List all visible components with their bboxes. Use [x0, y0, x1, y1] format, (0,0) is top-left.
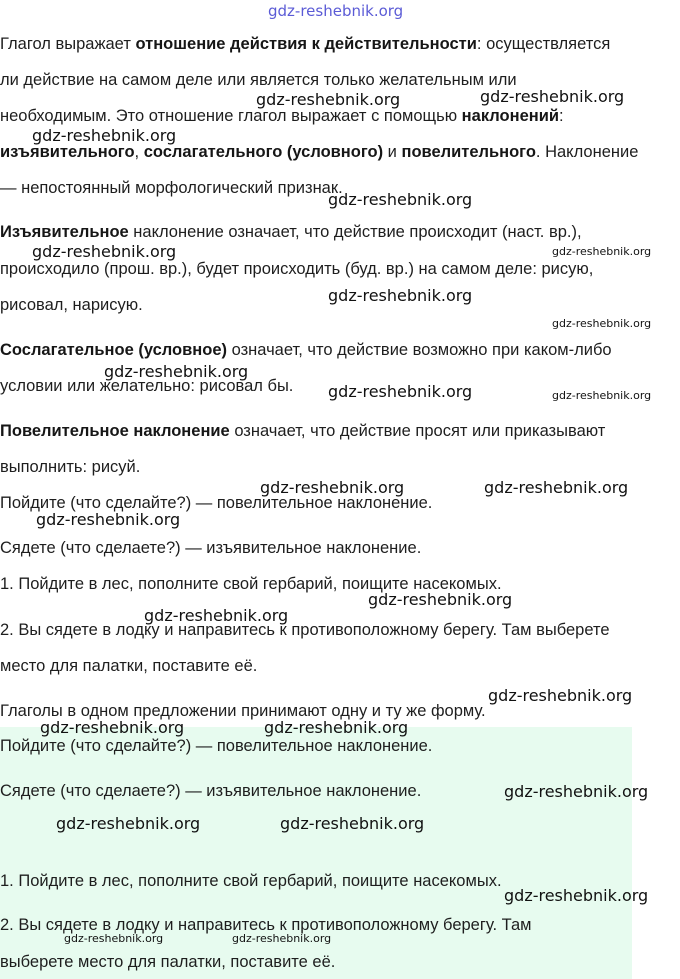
- text-line: — непостоянный морфологический признак.: [0, 179, 343, 197]
- text-line: Глагол выражает отношение действия к действительности: осуществляется: [0, 35, 611, 53]
- text-line: Сядете (что сделаете?) — изъявительное наклонение.: [0, 539, 422, 557]
- watermark: gdz-reshebnik.org: [504, 886, 649, 905]
- text-line: место для палатки, поставите её.: [0, 657, 258, 675]
- answer-line: выберете место для палатки, поставите её.: [0, 953, 336, 971]
- text-line: необходимым. Это отношение глагол выражает с помощью наклонений:: [0, 107, 564, 125]
- watermark: gdz-reshebnik.org: [232, 932, 332, 945]
- watermark: gdz-reshebnik.org: [552, 245, 652, 258]
- text-line: Сослагательное (условное) означает, что действие возможно при каком-либо: [0, 341, 612, 359]
- watermark: gdz-reshebnik.org: [32, 242, 177, 261]
- text-line: Глаголы в одном предложении принимают одну и ту же форму.: [0, 702, 486, 720]
- text-line: 1. Пойдите в лес, пополните свой гербарий, поищите насекомых.: [0, 575, 502, 593]
- watermark: gdz-reshebnik.org: [488, 686, 633, 705]
- text-line: ли действие на самом деле или является только желательным или: [0, 71, 517, 89]
- watermark: gdz-reshebnik.org: [36, 510, 181, 529]
- watermark: gdz-reshebnik.org: [328, 286, 473, 305]
- text-line: Пойдите (что сделайте?) — повелительное наклонение.: [0, 494, 433, 512]
- answer-line: Пойдите (что сделайте?) — повелительное наклонение.: [0, 737, 433, 755]
- answer-line: 1. Пойдите в лес, пополните свой гербарий, поищите насекомых.: [0, 872, 502, 890]
- watermark: gdz-reshebnik.org: [144, 606, 289, 625]
- watermark: gdz-reshebnik.org: [480, 87, 625, 106]
- text-line: выполнить: рисуй.: [0, 458, 141, 476]
- watermark: gdz-reshebnik.org: [260, 478, 405, 497]
- text-line: рисовал, нарисую.: [0, 296, 143, 314]
- watermark: gdz-reshebnik.org: [368, 590, 513, 609]
- text-line: изъявительного, сослагательного (условного) и повелительного. Наклонение: [0, 143, 639, 161]
- watermark: gdz-reshebnik.org: [552, 389, 652, 402]
- answer-line: 2. Вы сядете в лодку и направитесь к противоположному берегу. Там: [0, 916, 532, 934]
- watermark: gdz-reshebnik.org: [484, 478, 629, 497]
- watermark: gdz-reshebnik.org: [64, 932, 164, 945]
- text-line: 2. Вы сядете в лодку и направитесь к противоположному берегу. Там выберете: [0, 621, 610, 639]
- watermark: gdz-reshebnik.org: [32, 126, 177, 145]
- watermark: gdz-reshebnik.org: [264, 718, 409, 737]
- watermark: gdz-reshebnik.org: [256, 90, 401, 109]
- watermark: gdz-reshebnik.org: [504, 782, 649, 801]
- watermark: gdz-reshebnik.org: [280, 814, 425, 833]
- text-line: Повелительное наклонение означает, что действие просят или приказывают: [0, 422, 606, 440]
- watermark: gdz-reshebnik.org: [328, 190, 473, 209]
- watermark: gdz-reshebnik.org: [104, 362, 249, 381]
- watermark: gdz-reshebnik.org: [268, 2, 404, 20]
- watermark: gdz-reshebnik.org: [40, 718, 185, 737]
- watermark: gdz-reshebnik.org: [56, 814, 201, 833]
- watermark: gdz-reshebnik.org: [328, 382, 473, 401]
- text-line: происходило (прош. вр.), будет происходить (буд. вр.) на самом деле: рисую,: [0, 260, 594, 278]
- text-line: Изъявительное наклонение означает, что действие происходит (наст. вр.),: [0, 223, 582, 241]
- answer-line: Сядете (что сделаете?) — изъявительное наклонение.: [0, 782, 422, 800]
- text-line: условии или желательно: рисовал бы.: [0, 377, 294, 395]
- watermark: gdz-reshebnik.org: [552, 317, 652, 330]
